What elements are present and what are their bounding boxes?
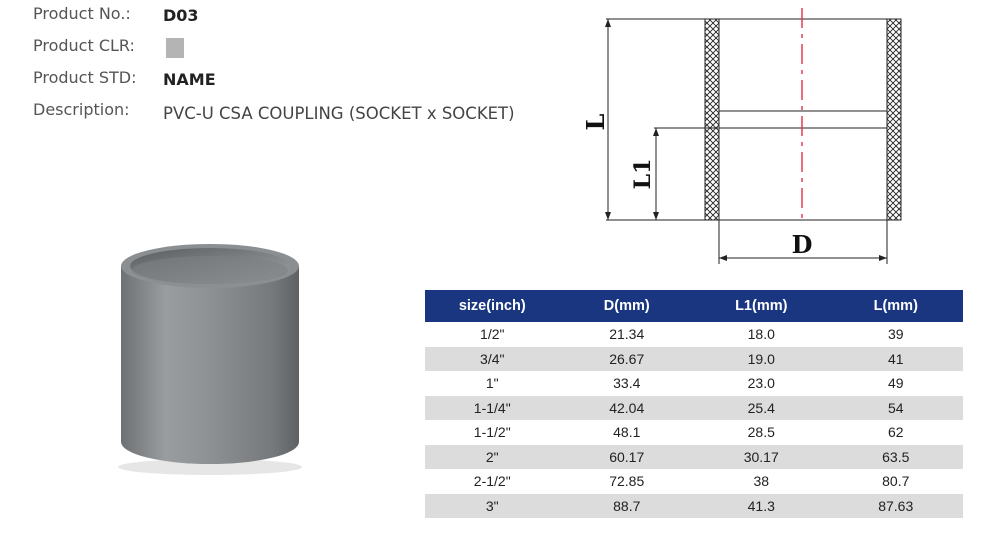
cell-size: 1-1/4" [425, 396, 560, 421]
cell-l1: 25.4 [694, 396, 829, 421]
table-row [425, 420, 963, 445]
cell-size: 3/4" [425, 347, 560, 372]
cell-size: 2-1/2" [425, 469, 560, 494]
cell-l1: 23.0 [694, 371, 829, 396]
cell-size: 2" [425, 445, 560, 470]
product-clr-label: Product CLR: [33, 36, 135, 55]
cell-size: 3" [425, 494, 560, 519]
cell-l: 54 [829, 396, 964, 421]
cell-l: 41 [829, 347, 964, 372]
cell-l1: 30.17 [694, 445, 829, 470]
coupling-drawing [578, 2, 908, 267]
table-header-row [425, 290, 963, 322]
description-label: Description: [33, 100, 130, 119]
description-value: PVC-U CSA COUPLING (SOCKET x SOCKET) [163, 104, 515, 123]
cell-d: 48.1 [560, 420, 695, 445]
color-swatch [166, 38, 184, 58]
table-row [425, 371, 963, 396]
cell-d: 33.4 [560, 371, 695, 396]
cell-size: 1" [425, 371, 560, 396]
label-L: L [581, 113, 610, 131]
cell-d: 21.34 [560, 322, 695, 347]
cell-d: 42.04 [560, 396, 695, 421]
cell-l1: 18.0 [694, 322, 829, 347]
product-no-label: Product No.: [33, 4, 131, 23]
table-row [425, 469, 963, 494]
table-row [425, 494, 963, 519]
cell-l1: 19.0 [694, 347, 829, 372]
coupling-product-image [110, 232, 310, 482]
cell-l: 39 [829, 322, 964, 347]
label-D: D [791, 230, 813, 259]
table-row [425, 347, 963, 372]
spec-table [425, 290, 963, 518]
cell-d: 88.7 [560, 494, 695, 519]
cell-l1: 38 [694, 469, 829, 494]
cell-l: 62 [829, 420, 964, 445]
cell-d: 72.85 [560, 469, 695, 494]
header-l: L(mm) [829, 290, 964, 322]
cell-l: 49 [829, 371, 964, 396]
cell-l1: 28.5 [694, 420, 829, 445]
header-l1: L1(mm) [694, 290, 829, 322]
cell-d: 60.17 [560, 445, 695, 470]
table-row [425, 396, 963, 421]
cell-l1: 41.3 [694, 494, 829, 519]
cell-l: 80.7 [829, 469, 964, 494]
header-size: size(inch) [425, 290, 560, 322]
product-std-value: NAME [163, 70, 216, 89]
left-wall [705, 19, 719, 220]
cell-size: 1-1/2" [425, 420, 560, 445]
header-d: D(mm) [560, 290, 695, 322]
product-no-value: D03 [163, 6, 199, 25]
cell-d: 26.67 [560, 347, 695, 372]
label-L1: L1 [630, 158, 656, 190]
right-wall [887, 19, 901, 220]
cell-size: 1/2" [425, 322, 560, 347]
table-row [425, 445, 963, 470]
cell-l: 87.63 [829, 494, 964, 519]
table-row [425, 322, 963, 347]
product-std-label: Product STD: [33, 68, 137, 87]
cell-l: 63.5 [829, 445, 964, 470]
